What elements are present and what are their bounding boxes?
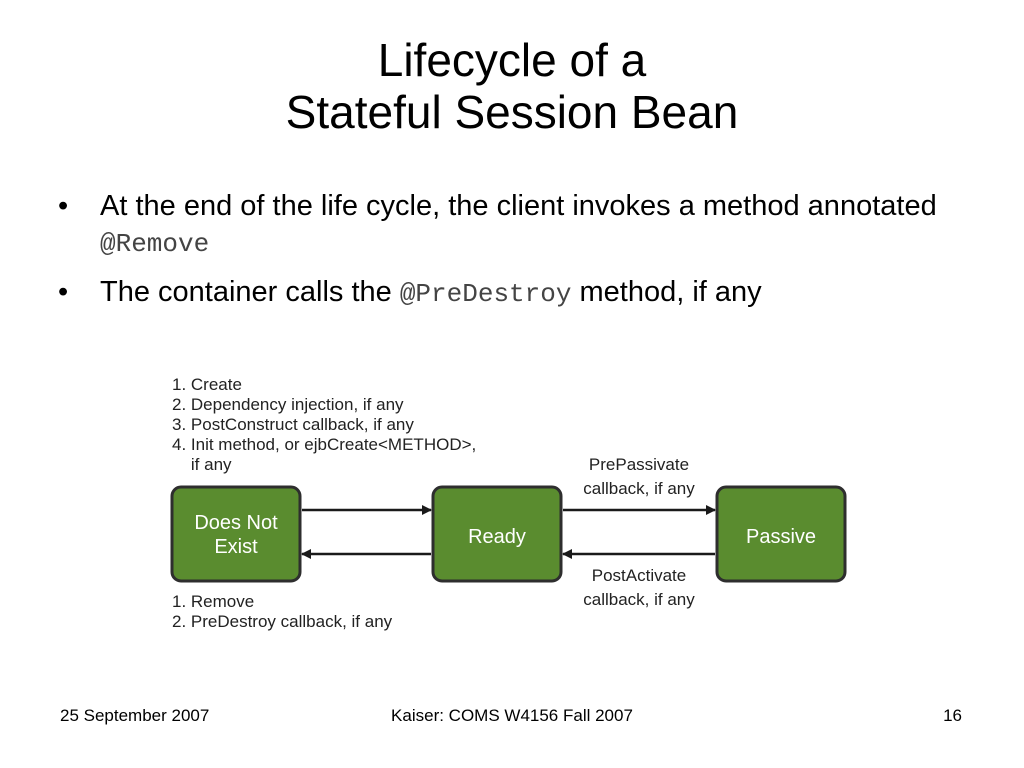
bullet-list xyxy=(58,188,958,324)
activate-label xyxy=(583,566,695,609)
bullet-text-after: method, if any xyxy=(571,276,762,308)
slide-title xyxy=(0,34,1024,138)
footer-course: Kaiser: COMS W4156 Fall 2007 xyxy=(391,706,633,725)
bullet-code: @PreDestroy xyxy=(399,279,572,309)
create-step: if any xyxy=(172,455,232,474)
state-ready xyxy=(433,487,561,581)
passivate-label xyxy=(583,455,695,498)
create-step: 1. Create xyxy=(172,375,242,394)
create-steps xyxy=(172,375,476,474)
remove-step: 2. PreDestroy callback, if any xyxy=(172,612,393,631)
remove-step: 1. Remove xyxy=(172,592,255,611)
lifecycle-diagram xyxy=(160,360,880,650)
state-label: Does Not xyxy=(194,512,278,534)
state-does-not-exist xyxy=(172,487,300,581)
passivate-label-line: PrePassivate xyxy=(588,455,690,474)
bullet-symbol: • xyxy=(58,190,69,222)
footer-page-number: 16 xyxy=(943,706,962,725)
state-passive xyxy=(717,487,845,581)
bullet-item xyxy=(58,274,958,312)
bullet-text: The container calls the xyxy=(100,276,400,308)
bullet-item xyxy=(58,188,958,262)
passivate-label-line: callback, if any xyxy=(583,479,695,498)
bullet-text: At the end of the life cycle, the client invokes a method annotated xyxy=(100,190,937,222)
activate-label-line: PostActivate xyxy=(591,566,687,585)
state-label: Exist xyxy=(214,536,258,558)
create-step: 2. Dependency injection, if any xyxy=(172,395,404,414)
state-label: Ready xyxy=(468,526,526,548)
footer-date: 25 September 2007 xyxy=(60,706,210,725)
activate-label-line: callback, if any xyxy=(583,590,695,609)
remove-steps xyxy=(172,592,393,631)
bullet-symbol: • xyxy=(58,276,69,308)
bullet-code: @Remove xyxy=(100,229,210,259)
state-label: Passive xyxy=(745,526,817,548)
title-line-1: Lifecycle of a xyxy=(377,34,647,86)
title-line-2: Stateful Session Bean xyxy=(285,86,739,138)
create-step: 4. Init method, or ejbCreate<METHOD>, xyxy=(172,435,477,454)
create-step: 3. PostConstruct callback, if any xyxy=(172,415,414,434)
